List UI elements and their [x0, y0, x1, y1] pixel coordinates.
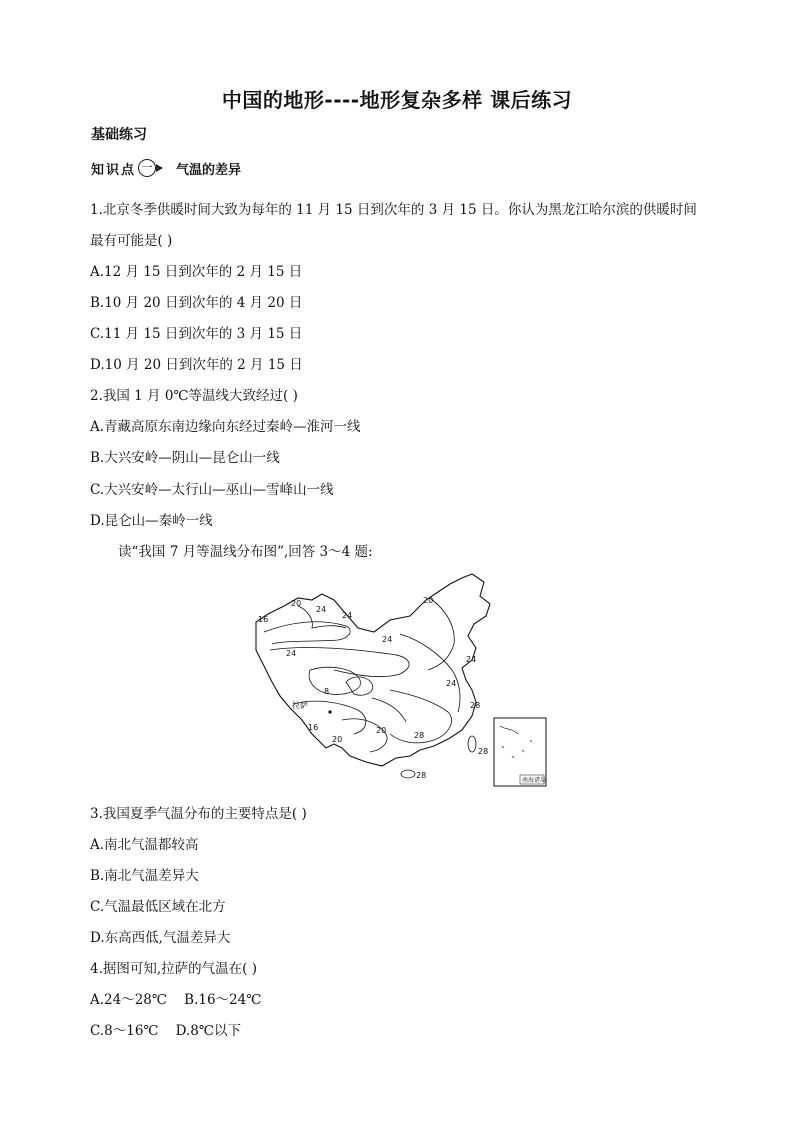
map-label: 24 — [342, 611, 353, 620]
map-label: 拉萨 — [292, 701, 308, 710]
q2-option-c: C.大兴安岭—太行山—巫山—雪峰山一线 — [90, 482, 334, 498]
map-label: 24 — [466, 655, 477, 664]
q4-stem: 4.据图可知,拉萨的气温在( ) — [90, 961, 257, 977]
taiwan-island — [468, 736, 476, 752]
map-label: 24 — [382, 635, 393, 644]
hainan-island — [401, 770, 415, 778]
isotherm-line-24-south — [372, 698, 406, 722]
q2-stem: 2.我国 1 月 0℃等温线大致经过( ) — [90, 388, 298, 404]
isotherm-line-16 — [264, 622, 350, 644]
map-label: 8 — [324, 687, 330, 696]
q3-option-b: B.南北气温差异大 — [90, 868, 199, 884]
q4-options-ab: A.24～28℃ B.16～24℃ — [90, 992, 262, 1008]
map-label: 28 — [478, 747, 489, 756]
q1-option-d: D.10 月 20 日到次年的 2 月 15 日 — [90, 357, 303, 373]
read-map-prompt: 读“我国 7 月等温线分布图”,回答 3～4 题: — [118, 544, 373, 560]
inset-label: 南海诸岛 — [522, 777, 547, 784]
q3-option-c: C.气温最低区域在北方 — [90, 899, 226, 915]
map-label: 28 — [416, 771, 427, 780]
map-label: 24 — [286, 649, 297, 658]
map-label: 20 — [423, 596, 434, 605]
q1-option-a: A.12 月 15 日到次年的 2 月 15 日 — [90, 264, 303, 280]
map-label: 16 — [308, 723, 319, 732]
q1-stem-line1: 1.北京冬季供暖时间大致为每年的 11 月 15 日到次年的 3 月 15 日。你认为黑龙江哈尔滨的供暖时间 — [90, 202, 697, 218]
q4-options-cd: C.8～16℃ D.8℃以下 — [90, 1023, 241, 1039]
q2-option-b: B.大兴安岭—阴山—昆仑山一线 — [90, 450, 280, 466]
isotherm-line-8 — [309, 667, 360, 694]
section-heading: 基础练习 — [91, 127, 147, 143]
map-label: 28 — [414, 731, 425, 740]
q3-option-a: A.南北气温都较高 — [90, 837, 199, 853]
q2-option-a: A.青藏高原东南边缘向东经过秦岭—淮河一线 — [90, 419, 361, 435]
map-label: 28 — [470, 701, 481, 710]
isotherm-line-20-south — [342, 719, 387, 752]
july-isotherm-map — [250, 570, 550, 790]
map-label: 16 — [258, 615, 269, 624]
knowledge-point-label: 知识点 — [91, 162, 137, 178]
q3-option-d: D.东高西低,气温差异大 — [90, 930, 231, 946]
q2-option-d: D.昆仑山—秦岭一线 — [90, 513, 213, 529]
map-label: 20 — [376, 726, 387, 735]
map-label: 24 — [446, 679, 457, 688]
knowledge-point-heading — [91, 157, 241, 179]
q1-option-c: C.11 月 15 日到次年的 3 月 15 日 — [90, 326, 303, 342]
map-label: 20 — [291, 599, 302, 608]
knowledge-point-topic: 气温的差异 — [176, 162, 242, 178]
map-label: 24 — [316, 605, 327, 614]
map-svg — [250, 570, 550, 790]
lhasa-point — [328, 710, 331, 713]
q3-stem: 3.我国夏季气温分布的主要特点是( ) — [90, 806, 307, 822]
q1-stem-line2: 最有可能是( ) — [90, 233, 173, 249]
map-label: 20 — [332, 735, 343, 744]
isotherm-line-24-ne — [400, 634, 460, 712]
isotherm-line-20-ne — [428, 598, 454, 670]
q1-option-b: B.10 月 20 日到次年的 4 月 20 日 — [90, 295, 303, 311]
page-title: 中国的地形----地形复杂多样 课后练习 — [221, 88, 573, 112]
knowledge-point-number-badge: 一 — [138, 159, 156, 177]
